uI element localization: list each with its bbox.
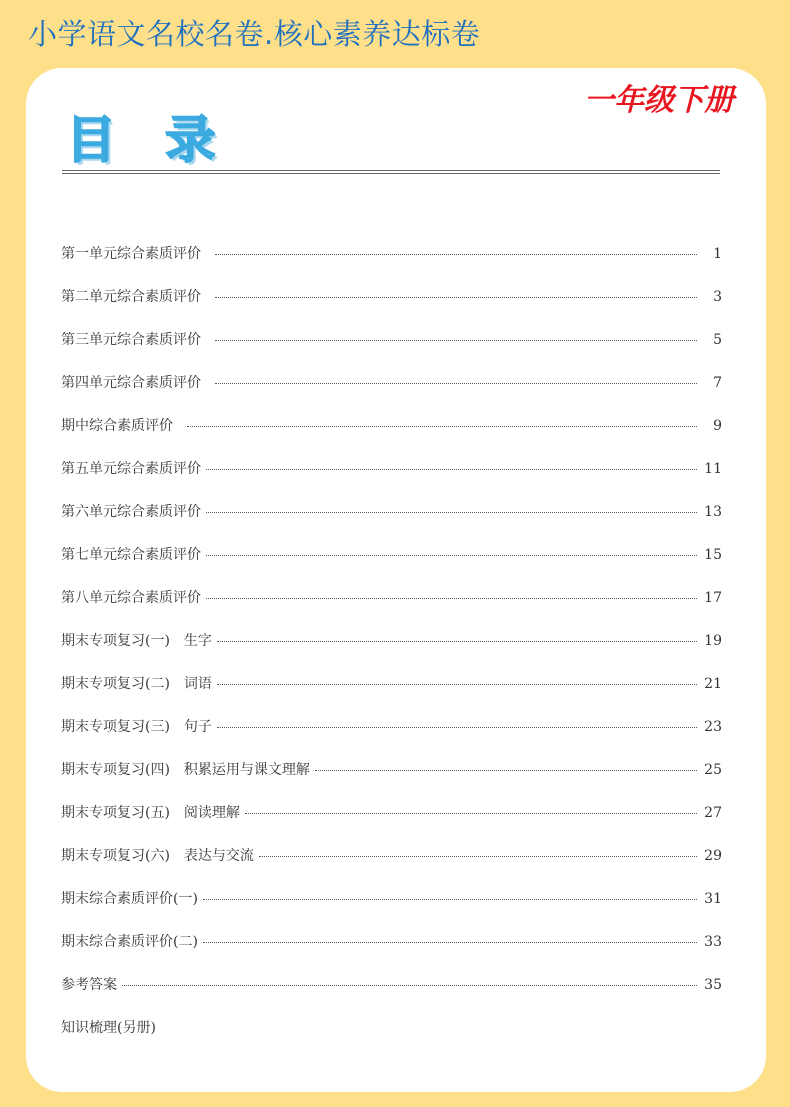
toc-entry-page: 3 bbox=[713, 289, 722, 305]
toc-dot-leader bbox=[215, 254, 697, 255]
toc-entry-title: 期末专项复习(四) 积累运用与课文理解 bbox=[61, 762, 310, 778]
grade-label: 一年级下册 bbox=[584, 83, 734, 118]
banner-title: 小学语文名校名卷.核心素养达标卷 bbox=[28, 17, 481, 51]
toc-entry-title: 期末专项复习(二) 词语 bbox=[61, 676, 212, 692]
toc-entry-page: 9 bbox=[713, 418, 722, 434]
toc-entry[interactable] bbox=[61, 580, 722, 623]
toc-entry[interactable] bbox=[61, 451, 722, 494]
toc-dot-leader bbox=[122, 985, 697, 986]
toc-entry[interactable] bbox=[61, 924, 722, 967]
toc-entry[interactable] bbox=[61, 623, 722, 666]
toc-entry-title: 参考答案 bbox=[61, 977, 117, 993]
toc-entry[interactable] bbox=[61, 236, 722, 279]
toc-dot-leader bbox=[217, 684, 697, 685]
toc-entry[interactable] bbox=[61, 537, 722, 580]
toc-dot-leader bbox=[217, 641, 697, 642]
toc-heading: 目 录 bbox=[66, 111, 232, 169]
toc-entry[interactable] bbox=[61, 967, 722, 1010]
toc-dot-leader bbox=[215, 297, 697, 298]
toc-entry[interactable] bbox=[61, 795, 722, 838]
toc-dot-leader bbox=[245, 813, 697, 814]
heading-rule-bottom bbox=[62, 173, 720, 174]
toc-entry[interactable] bbox=[61, 838, 722, 881]
toc-dot-leader bbox=[206, 555, 697, 556]
toc-list bbox=[61, 236, 722, 1053]
toc-entry-title: 第八单元综合素质评价 bbox=[61, 590, 201, 606]
toc-entry-page: 1 bbox=[713, 246, 722, 262]
toc-entry-page: 13 bbox=[704, 504, 722, 520]
toc-entry-page: 35 bbox=[704, 977, 722, 993]
toc-entry-title: 期中综合素质评价 bbox=[61, 418, 182, 434]
toc-entry[interactable] bbox=[61, 1010, 722, 1053]
toc-dot-leader bbox=[187, 426, 697, 427]
toc-entry[interactable] bbox=[61, 408, 722, 451]
toc-entry-title: 期末综合素质评价(二) bbox=[61, 934, 198, 950]
toc-entry-page: 19 bbox=[704, 633, 722, 649]
toc-entry-title: 第一单元综合素质评价 bbox=[61, 246, 210, 262]
toc-entry-page: 23 bbox=[704, 719, 722, 735]
toc-dot-leader bbox=[206, 512, 697, 513]
toc-entry-title: 第七单元综合素质评价 bbox=[61, 547, 201, 563]
toc-entry[interactable] bbox=[61, 881, 722, 924]
toc-entry-page: 15 bbox=[704, 547, 722, 563]
toc-entry-page: 27 bbox=[704, 805, 722, 821]
toc-entry-title: 期末专项复习(三) 句子 bbox=[61, 719, 212, 735]
toc-entry[interactable] bbox=[61, 752, 722, 795]
toc-entry-page: 29 bbox=[704, 848, 722, 864]
toc-entry-page: 17 bbox=[704, 590, 722, 606]
toc-entry-title: 期末专项复习(六) 表达与交流 bbox=[61, 848, 254, 864]
toc-dot-leader bbox=[206, 598, 697, 599]
toc-entry[interactable] bbox=[61, 494, 722, 537]
toc-entry[interactable] bbox=[61, 666, 722, 709]
toc-dot-leader bbox=[206, 469, 697, 470]
toc-entry-page: 31 bbox=[704, 891, 722, 907]
heading-rule-top bbox=[62, 170, 720, 171]
toc-dot-leader bbox=[215, 383, 697, 384]
toc-entry-title: 知识梳理(另册) bbox=[61, 1020, 156, 1036]
toc-card bbox=[26, 68, 766, 1092]
toc-entry-title: 期末专项复习(一) 生字 bbox=[61, 633, 212, 649]
toc-entry-page: 7 bbox=[713, 375, 722, 391]
toc-entry-page: 25 bbox=[704, 762, 722, 778]
toc-entry-title: 期末专项复习(五) 阅读理解 bbox=[61, 805, 240, 821]
toc-entry[interactable] bbox=[61, 709, 722, 752]
toc-dot-leader bbox=[203, 942, 697, 943]
toc-entry-page: 5 bbox=[713, 332, 722, 348]
toc-entry-title: 第二单元综合素质评价 bbox=[61, 289, 210, 305]
toc-entry-title: 第四单元综合素质评价 bbox=[61, 375, 210, 391]
toc-dot-leader bbox=[203, 899, 697, 900]
toc-entry-title: 第五单元综合素质评价 bbox=[61, 461, 201, 477]
toc-dot-leader bbox=[215, 340, 697, 341]
toc-dot-leader bbox=[259, 856, 697, 857]
toc-dot-leader bbox=[217, 727, 697, 728]
toc-entry-page: 11 bbox=[704, 461, 722, 477]
toc-dot-leader bbox=[315, 770, 697, 771]
toc-entry[interactable] bbox=[61, 322, 722, 365]
toc-entry[interactable] bbox=[61, 279, 722, 322]
toc-entry[interactable] bbox=[61, 365, 722, 408]
toc-entry-title: 第六单元综合素质评价 bbox=[61, 504, 201, 520]
toc-entry-page: 33 bbox=[704, 934, 722, 950]
toc-entry-page: 21 bbox=[704, 676, 722, 692]
toc-entry-title: 期末综合素质评价(一) bbox=[61, 891, 198, 907]
toc-entry-title: 第三单元综合素质评价 bbox=[61, 332, 210, 348]
